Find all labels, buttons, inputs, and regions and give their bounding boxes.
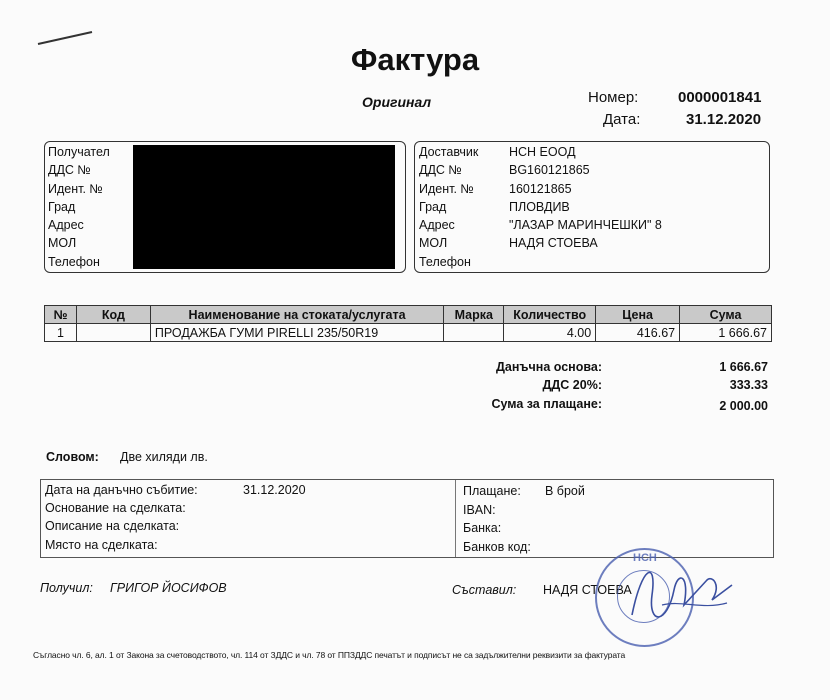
event-date-label: Дата на данъчно събитие: xyxy=(45,483,198,497)
cell-no: 1 xyxy=(45,324,77,342)
col-header-sum: Сума xyxy=(680,306,772,324)
tax-base-value: 1 666.67 xyxy=(719,360,768,374)
copy-type: Оригинал xyxy=(362,94,432,110)
cell-brand xyxy=(444,324,504,342)
date-label: Дата: xyxy=(603,111,641,128)
items-table xyxy=(44,305,772,342)
description-label: Описание на сделката: xyxy=(45,519,180,533)
supplier-values xyxy=(509,143,662,271)
handwritten-signature xyxy=(612,555,742,640)
number-label: Номер: xyxy=(588,89,639,106)
supplier-id: 160121865 xyxy=(509,181,572,196)
supplier-label: Идент. № xyxy=(419,181,474,196)
recipient-label: Телефон xyxy=(48,254,100,269)
supplier-box xyxy=(414,141,770,273)
vat-label: ДДС 20%: xyxy=(542,378,602,392)
table-row xyxy=(45,324,772,342)
supplier-label: МОЛ xyxy=(419,236,448,251)
cell-sum: 1 666.67 xyxy=(680,324,772,342)
iban-label: IBAN: xyxy=(463,503,496,517)
recipient-label: МОЛ xyxy=(48,236,77,251)
transaction-box xyxy=(40,479,774,558)
divider xyxy=(455,480,456,557)
total-label: Сума за плащане: xyxy=(491,397,602,411)
col-header-name: Наименование на стоката/услугата xyxy=(150,306,443,324)
col-header-brand: Марка xyxy=(444,306,504,324)
place-label: Място на сделката: xyxy=(45,538,158,552)
created-name: НАДЯ СТОЕВА xyxy=(543,583,632,597)
received-label: Получил: xyxy=(40,581,93,595)
received-name: ГРИГОР ЙОСИФОВ xyxy=(110,581,227,595)
recipient-box xyxy=(44,141,406,273)
invoice-number: 0000001841 xyxy=(678,89,762,106)
cell-name: ПРОДАЖБА ГУМИ PIRELLI 235/50R19 xyxy=(150,324,443,342)
recipient-labels xyxy=(48,143,110,271)
supplier-label: Град xyxy=(419,199,447,214)
cell-code xyxy=(76,324,150,342)
words-label: Словом: xyxy=(46,450,99,464)
payment-label: Плащане: xyxy=(463,484,521,498)
supplier-phone xyxy=(509,253,662,271)
supplier-labels xyxy=(419,143,478,271)
recipient-label: Идент. № xyxy=(48,181,103,196)
bank-code-label: Банков код: xyxy=(463,540,531,554)
invoice-title: Фактура xyxy=(350,42,480,77)
table-header-row xyxy=(45,306,772,324)
stamp-text: НСН xyxy=(633,552,657,564)
col-header-price: Цена xyxy=(596,306,680,324)
created-label: Съставил: xyxy=(452,583,517,597)
supplier-vat: BG160121865 xyxy=(509,163,590,178)
recipient-label: ДДС № xyxy=(48,163,91,178)
recipient-label: Адрес xyxy=(48,218,84,233)
col-header-code: Код xyxy=(76,306,150,324)
cell-qty: 4.00 xyxy=(504,324,596,342)
payment-value: В брой xyxy=(545,484,585,498)
supplier-name: НСН ЕООД xyxy=(509,145,576,159)
supplier-city: ПЛОВДИВ xyxy=(509,199,570,214)
supplier-address: "ЛАЗАР МАРИНЧЕШКИ" 8 xyxy=(509,218,662,233)
invoice-date: 31.12.2020 xyxy=(686,111,762,128)
supplier-label: Адрес xyxy=(419,218,455,233)
event-date-value: 31.12.2020 xyxy=(243,483,306,497)
supplier-manager: НАДЯ СТОЕВА xyxy=(509,236,598,251)
tax-base-label: Данъчна основа: xyxy=(496,360,602,374)
supplier-label: Телефон xyxy=(419,254,471,269)
vat-value: 333.33 xyxy=(729,378,768,392)
supplier-label: ДДС № xyxy=(419,163,462,178)
recipient-label: Получател xyxy=(48,145,110,159)
recipient-label: Град xyxy=(48,199,76,214)
bank-label: Банка: xyxy=(463,521,502,535)
legal-footer: Съгласно чл. 6, ал. 1 от Закона за счетоводството, чл. 114 от ЗДДС и чл. 78 от ППЗДДС печатът и подписът не са задължителни реквизити за фактурата xyxy=(33,650,626,660)
col-header-qty: Количество xyxy=(504,306,596,324)
basis-label: Основание на сделката: xyxy=(45,501,186,515)
supplier-label: Доставчик xyxy=(419,145,479,159)
total-value: 2 000.00 xyxy=(719,399,768,413)
cell-price: 416.67 xyxy=(596,324,680,342)
col-header-no: № xyxy=(45,306,77,324)
words-value: Две хиляди лв. xyxy=(120,450,208,464)
redaction-block xyxy=(133,145,395,269)
